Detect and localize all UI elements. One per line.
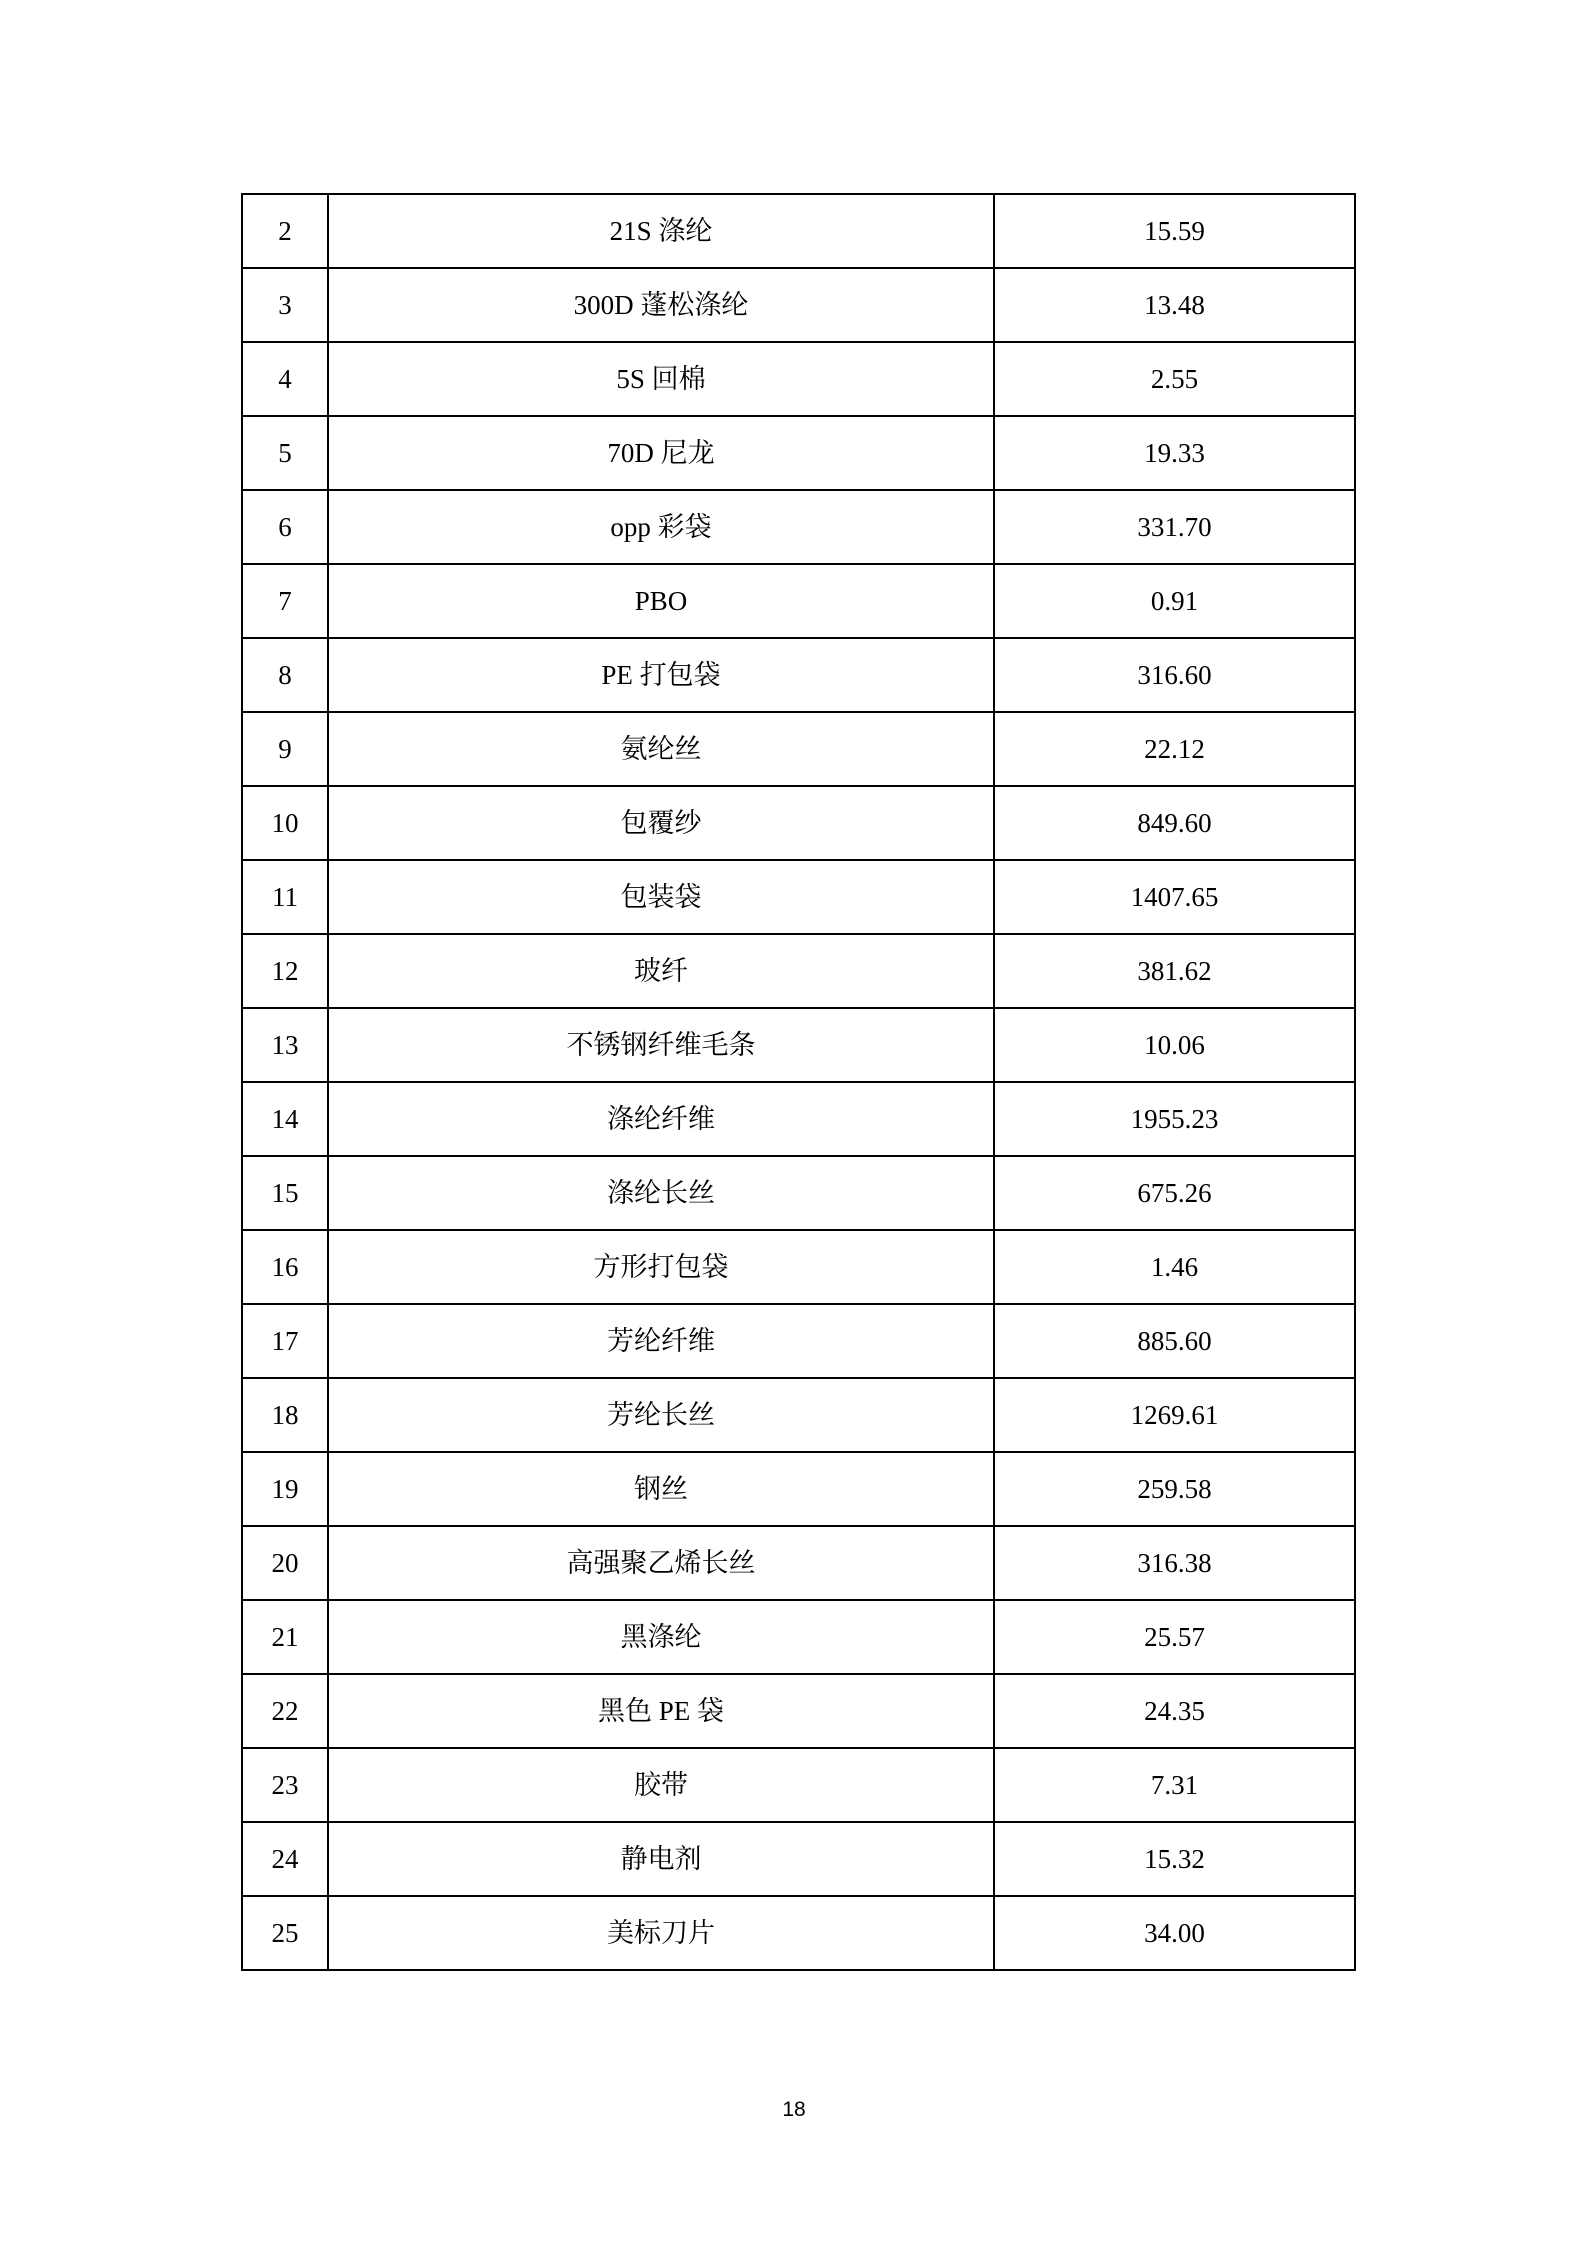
row-number-cell: 10 [242,786,328,860]
table-row [242,268,1355,342]
material-name-cell: 涤纶纤维 [328,1082,994,1156]
material-name-cell: 涤纶长丝 [328,1156,994,1230]
table-row [242,1600,1355,1674]
row-number-cell: 15 [242,1156,328,1230]
row-number-cell: 7 [242,564,328,638]
material-name-cell: 300D 蓬松涤纶 [328,268,994,342]
quantity-cell: 22.12 [994,712,1355,786]
quantity-cell: 0.91 [994,564,1355,638]
row-number-cell: 4 [242,342,328,416]
table-row [242,860,1355,934]
row-number-cell: 20 [242,1526,328,1600]
material-name-cell: 美标刀片 [328,1896,994,1970]
table-row [242,1156,1355,1230]
quantity-cell: 1.46 [994,1230,1355,1304]
material-name-cell: PE 打包袋 [328,638,994,712]
row-number-cell: 16 [242,1230,328,1304]
quantity-cell: 24.35 [994,1674,1355,1748]
quantity-cell: 885.60 [994,1304,1355,1378]
row-number-cell: 3 [242,268,328,342]
table-row [242,564,1355,638]
material-name-cell: 钢丝 [328,1452,994,1526]
material-name-cell: 氨纶丝 [328,712,994,786]
table-row [242,1896,1355,1970]
quantity-cell: 316.38 [994,1526,1355,1600]
quantity-cell: 2.55 [994,342,1355,416]
material-name-cell: 黑涤纶 [328,1600,994,1674]
quantity-cell: 1269.61 [994,1378,1355,1452]
row-number-cell: 22 [242,1674,328,1748]
material-name-cell: opp 彩袋 [328,490,994,564]
quantity-cell: 316.60 [994,638,1355,712]
table-row [242,712,1355,786]
row-number-cell: 14 [242,1082,328,1156]
material-name-cell: 5S 回棉 [328,342,994,416]
row-number-cell: 18 [242,1378,328,1452]
quantity-cell: 19.33 [994,416,1355,490]
table-row [242,1822,1355,1896]
quantity-cell: 10.06 [994,1008,1355,1082]
row-number-cell: 13 [242,1008,328,1082]
quantity-cell: 675.26 [994,1156,1355,1230]
quantity-cell: 259.58 [994,1452,1355,1526]
row-number-cell: 23 [242,1748,328,1822]
materials-table-body [242,194,1355,1970]
quantity-cell: 381.62 [994,934,1355,1008]
row-number-cell: 12 [242,934,328,1008]
table-row [242,934,1355,1008]
row-number-cell: 21 [242,1600,328,1674]
quantity-cell: 7.31 [994,1748,1355,1822]
row-number-cell: 24 [242,1822,328,1896]
material-name-cell: 70D 尼龙 [328,416,994,490]
materials-table [241,193,1356,1971]
material-name-cell: 黑色 PE 袋 [328,1674,994,1748]
quantity-cell: 331.70 [994,490,1355,564]
material-name-cell: 玻纤 [328,934,994,1008]
quantity-cell: 1407.65 [994,860,1355,934]
material-name-cell: PBO [328,564,994,638]
material-name-cell: 胶带 [328,1748,994,1822]
table-row [242,638,1355,712]
quantity-cell: 15.59 [994,194,1355,268]
material-name-cell: 包装袋 [328,860,994,934]
quantity-cell: 34.00 [994,1896,1355,1970]
table-row [242,1378,1355,1452]
table-row [242,1748,1355,1822]
row-number-cell: 17 [242,1304,328,1378]
material-name-cell: 芳纶长丝 [328,1378,994,1452]
table-row [242,342,1355,416]
row-number-cell: 8 [242,638,328,712]
table-row [242,1304,1355,1378]
table-row [242,1526,1355,1600]
table-row [242,1082,1355,1156]
row-number-cell: 2 [242,194,328,268]
row-number-cell: 9 [242,712,328,786]
page-number: 18 [782,2098,806,2121]
material-name-cell: 不锈钢纤维毛条 [328,1008,994,1082]
table-row [242,1230,1355,1304]
row-number-cell: 5 [242,416,328,490]
table-row [242,786,1355,860]
table-row [242,1008,1355,1082]
table-row [242,194,1355,268]
table-row [242,1452,1355,1526]
quantity-cell: 1955.23 [994,1082,1355,1156]
quantity-cell: 25.57 [994,1600,1355,1674]
quantity-cell: 15.32 [994,1822,1355,1896]
row-number-cell: 19 [242,1452,328,1526]
material-name-cell: 方形打包袋 [328,1230,994,1304]
row-number-cell: 6 [242,490,328,564]
material-name-cell: 芳纶纤维 [328,1304,994,1378]
material-name-cell: 高强聚乙烯长丝 [328,1526,994,1600]
table-row [242,490,1355,564]
quantity-cell: 849.60 [994,786,1355,860]
table-row [242,1674,1355,1748]
row-number-cell: 11 [242,860,328,934]
material-name-cell: 静电剂 [328,1822,994,1896]
material-name-cell: 包覆纱 [328,786,994,860]
quantity-cell: 13.48 [994,268,1355,342]
material-name-cell: 21S 涤纶 [328,194,994,268]
row-number-cell: 25 [242,1896,328,1970]
table-row [242,416,1355,490]
